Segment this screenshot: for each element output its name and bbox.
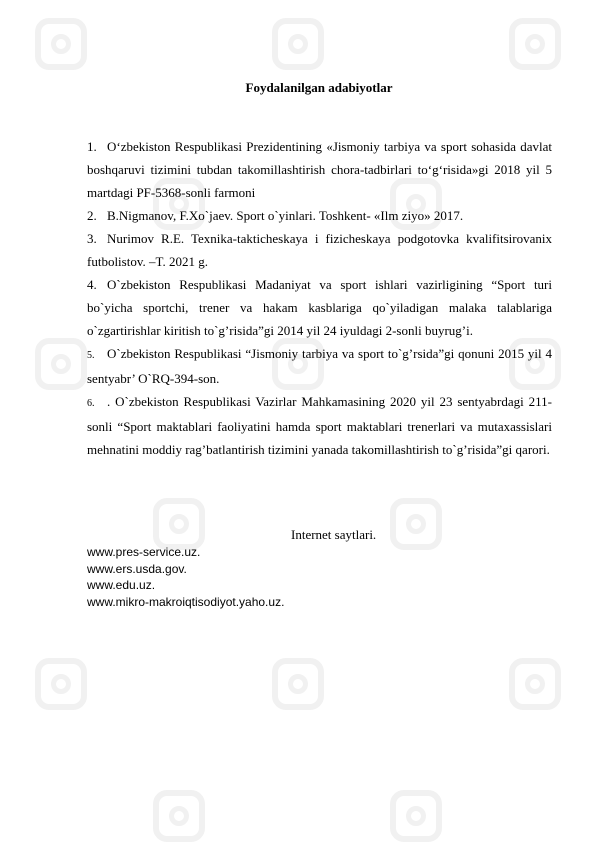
website-link[interactable]: www.edu.uz. — [87, 578, 156, 592]
watermark-logo — [272, 658, 324, 710]
reference-item — [87, 390, 552, 461]
reference-list — [87, 135, 552, 461]
reference-text: O`zbekiston Respublikasi “Jismoniy tarbiya va sport to`g’rsida”gi qonuni 2015 yil 4 sentyabr’ O`RQ-394-son. — [87, 346, 552, 386]
watermark-logo — [272, 18, 324, 70]
watermark-logo — [153, 498, 205, 550]
reference-item — [87, 227, 552, 273]
reference-number: 4. — [87, 277, 97, 292]
watermark-logo — [509, 18, 561, 70]
website-link[interactable]: www.pres-service.uz. — [87, 545, 201, 559]
website-link[interactable]: www.ers.usda.gov. — [87, 561, 187, 576]
reference-text: . O`zbekiston Respublikasi Vazirlar Mahkamasining 2020 yil 23 sentyabrdagi 211-sonli “Sport maktablari faoliyatini hamda sport maktablari trenerlari va mutaxassislari mehnatini moddiy rag’batlantirish tizimini yanada takomillashtirish to`g’risida”gi qarori. — [87, 394, 552, 457]
reference-item — [87, 204, 552, 227]
watermark-logo — [509, 658, 561, 710]
watermark-logo — [390, 498, 442, 550]
website-link[interactable]: www.mikro-makroiqtisodiyot.yaho.uz. — [87, 594, 285, 609]
reference-text: B.Nigmanov, F.Xo`jaev. Sport o`yinlari. Toshkent- «Ilm ziyo» 2017. — [107, 208, 464, 223]
watermark-logo — [35, 338, 87, 390]
watermark-logo — [35, 18, 87, 70]
reference-number: 1. — [87, 139, 97, 154]
internet-sites-heading: Internet saytlari. — [291, 527, 377, 542]
watermark-logo — [153, 790, 205, 842]
reference-text: O‘zbekiston Respublikasi Prezidentining «Jismoniy tarbiya va sport sohasida davlat boshqaruvi tizimini tubdan takomillashtirish chora-tadbirlari to‘g‘risida»gi 2018 yil 5 martdagi PF-5368-sonli farmoni — [87, 139, 552, 200]
reference-number: 3. — [87, 231, 97, 246]
reference-text: O`zbekiston Respublikasi Madaniyat va sport ishlari vazirligining “Sport turi bo`yicha sportchi, trener va hakam kasblariga qo`yiladigan malaka talablariga o`zgartirishlar kiritish to`g’risida”gi 2014 yil 24 iyuldagi 2-sonli buyrug’i. — [87, 277, 552, 338]
reference-item — [87, 273, 552, 342]
watermark-logo — [35, 658, 87, 710]
reference-number: 6. — [87, 398, 95, 409]
reference-item — [87, 135, 552, 204]
reference-text: Nurimov R.E. Texnika-takticheskaya i fizicheskaya podgotovka kvalifitsirovanix futbolistov. –T. 2021 g. — [87, 231, 552, 269]
reference-item — [87, 342, 552, 390]
reference-number: 5. — [87, 350, 95, 361]
watermark-logo — [390, 790, 442, 842]
reference-number: 2. — [87, 208, 97, 223]
website-list — [87, 544, 284, 610]
page-title: Foydalanilgan adabiyotlar — [245, 80, 393, 95]
